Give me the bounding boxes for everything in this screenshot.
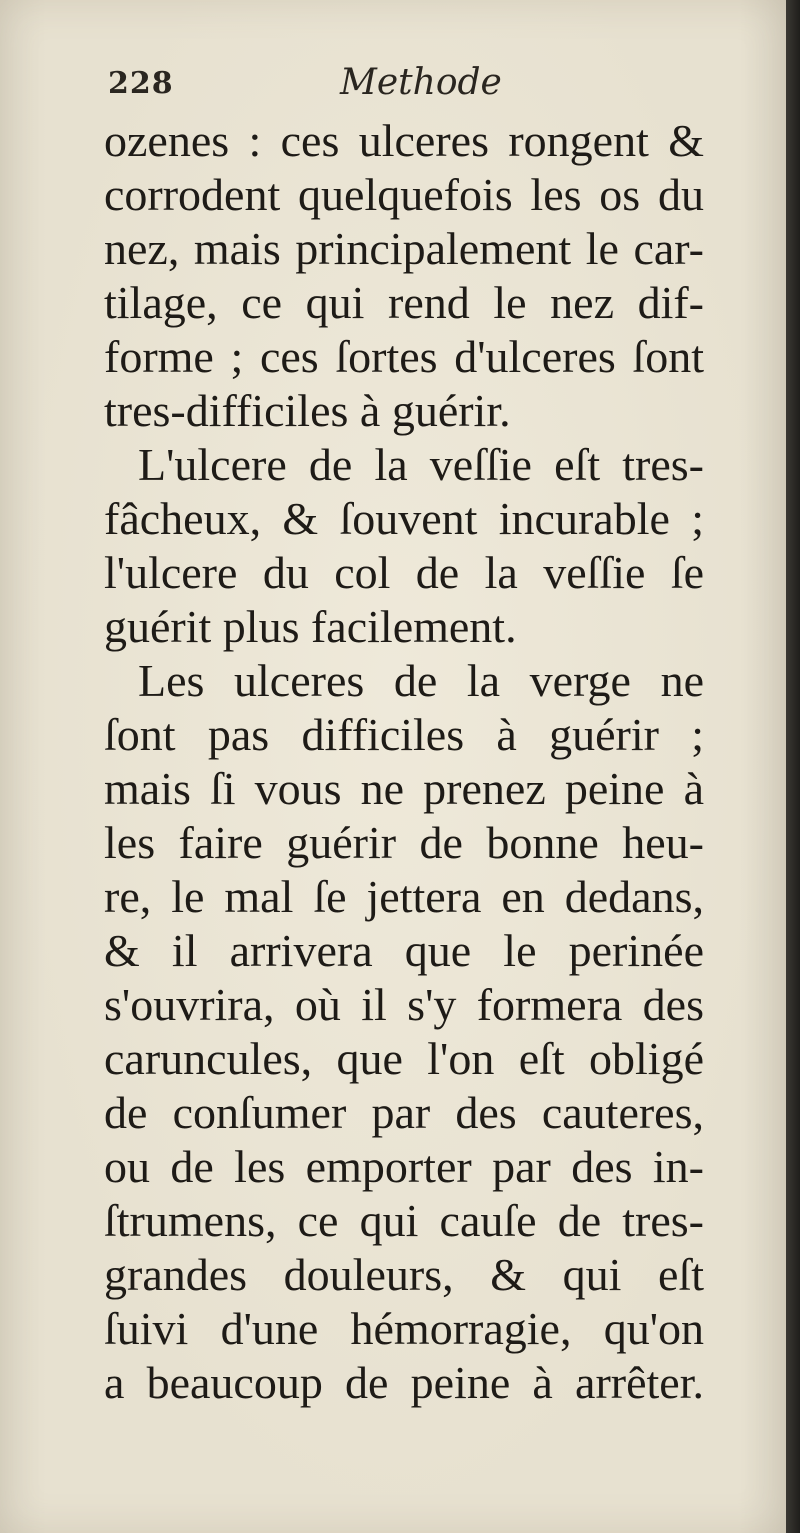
- text-line: a beaucoup de peine à arrêter.: [104, 1357, 704, 1408]
- text-line: s'ouvrira, où il s'y formera des: [104, 979, 704, 1030]
- text-line: guérit plus facilement.: [104, 601, 517, 652]
- text-line: nez, mais principalement le car-: [104, 223, 704, 274]
- text-line: ſtrumens, ce qui cauſe de tres-: [104, 1195, 704, 1246]
- running-title: Methode: [340, 62, 502, 103]
- book-spine-edge: [786, 0, 800, 1533]
- running-head: [108, 62, 708, 112]
- paragraph-first-line: L'ulcere de la veſſie eſt tres-: [138, 439, 704, 490]
- page-number: 228: [108, 66, 174, 101]
- text-line: ſont pas difficiles à guérir ;: [104, 709, 704, 760]
- text-line: ou de les emporter par des in-: [104, 1141, 704, 1192]
- text-line: ſuivi d'une hémorragie, qu'on: [104, 1303, 704, 1354]
- paragraph-first-line: Les ulceres de la verge ne: [138, 655, 704, 706]
- text-line: tilage, ce qui rend le nez dif-: [104, 277, 704, 328]
- text-line: & il arrivera que le perinée: [104, 925, 704, 976]
- text-line: ozenes : ces ulceres rongent &: [104, 115, 704, 166]
- text-line: grandes douleurs, & qui eſt: [104, 1249, 704, 1300]
- text-line: de conſumer par des cauteres,: [104, 1087, 704, 1138]
- text-line: corrodent quelquefois les os du: [104, 169, 704, 220]
- text-line: fâcheux, & ſouvent incurable ;: [104, 493, 704, 544]
- text-line: caruncules, que l'on eſt obligé: [104, 1033, 704, 1084]
- text-line: les faire guérir de bonne heu-: [104, 817, 704, 868]
- text-line: forme ; ces ſortes d'ulceres ſont: [104, 331, 704, 382]
- text-line: re, le mal ſe jettera en dedans,: [104, 871, 704, 922]
- text-line: tres-difficiles à guérir.: [104, 385, 511, 436]
- text-line: l'ulcere du col de la veſſie ſe: [104, 547, 704, 598]
- text-line: mais ſi vous ne prenez peine à: [104, 763, 704, 814]
